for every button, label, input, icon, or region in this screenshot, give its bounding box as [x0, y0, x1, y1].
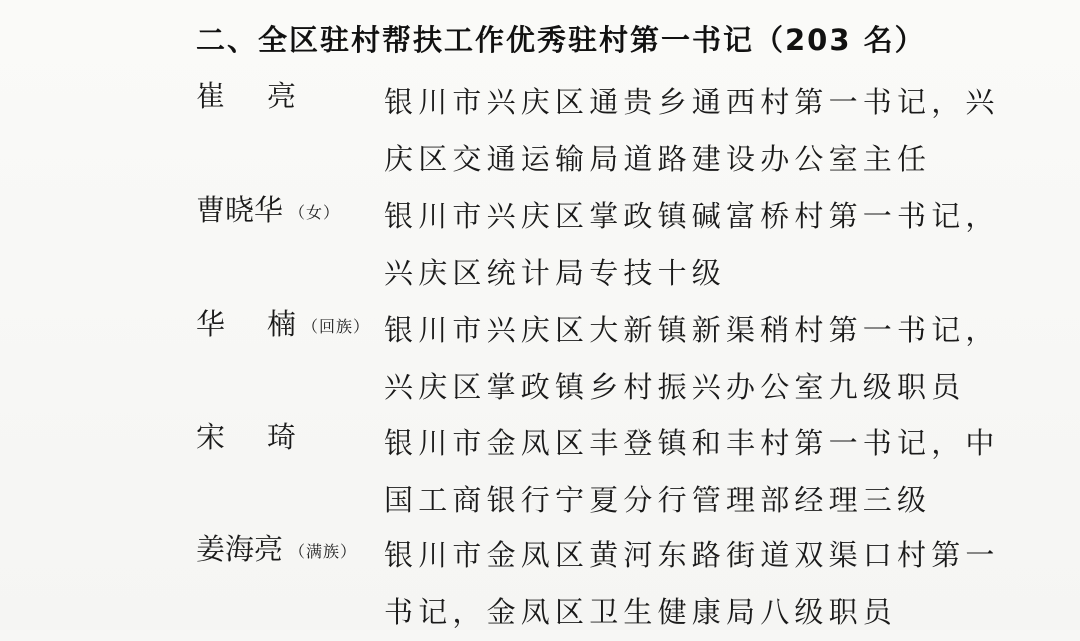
position-description	[384, 527, 1000, 641]
description-line: 银川市金凤区黄河东路街道双渠口村第一	[384, 538, 1000, 572]
person-name	[196, 527, 357, 568]
name-note: （回族）	[302, 317, 371, 336]
name-part: 楠	[267, 307, 297, 341]
description-line: 兴庆区统计局专技十级	[384, 256, 727, 290]
person-name	[196, 415, 296, 456]
description-line: 银川市兴庆区大新镇新渠稍村第一书记，	[384, 313, 1000, 347]
name-part: 曹晓华	[196, 193, 284, 227]
person-name	[196, 302, 370, 343]
name-note: （女）	[289, 203, 341, 222]
person-name	[196, 74, 296, 115]
description-line: 银川市金凤区丰登镇和丰村第一书记，中	[384, 426, 1000, 460]
name-part: 宋	[196, 420, 226, 454]
name-part: 华	[196, 307, 226, 341]
description-line: 国工商银行宁夏分行管理部经理三级	[384, 483, 932, 517]
description-line: 庆区交通运输局道路建设办公室主任	[384, 142, 932, 176]
description-line: 兴庆区掌政镇乡村振兴办公室九级职员	[384, 370, 966, 404]
name-part: 姜海亮	[196, 532, 284, 566]
section-title: 二、全区驻村帮扶工作优秀驻村第一书记（203 名）	[196, 23, 926, 57]
position-description	[384, 74, 1000, 188]
position-description	[384, 188, 1000, 302]
position-description	[384, 415, 1000, 529]
name-part: 亮	[267, 79, 297, 113]
name-part: 崔	[196, 79, 226, 113]
name-part: 琦	[267, 420, 297, 454]
description-line: 银川市兴庆区掌政镇碱富桥村第一书记，	[384, 199, 1000, 233]
name-note: （满族）	[289, 542, 358, 561]
person-name	[196, 188, 340, 229]
description-line: 书记，金凤区卫生健康局八级职员	[384, 595, 898, 629]
position-description	[384, 302, 1000, 416]
description-line: 银川市兴庆区通贵乡通西村第一书记，兴	[384, 85, 1000, 119]
